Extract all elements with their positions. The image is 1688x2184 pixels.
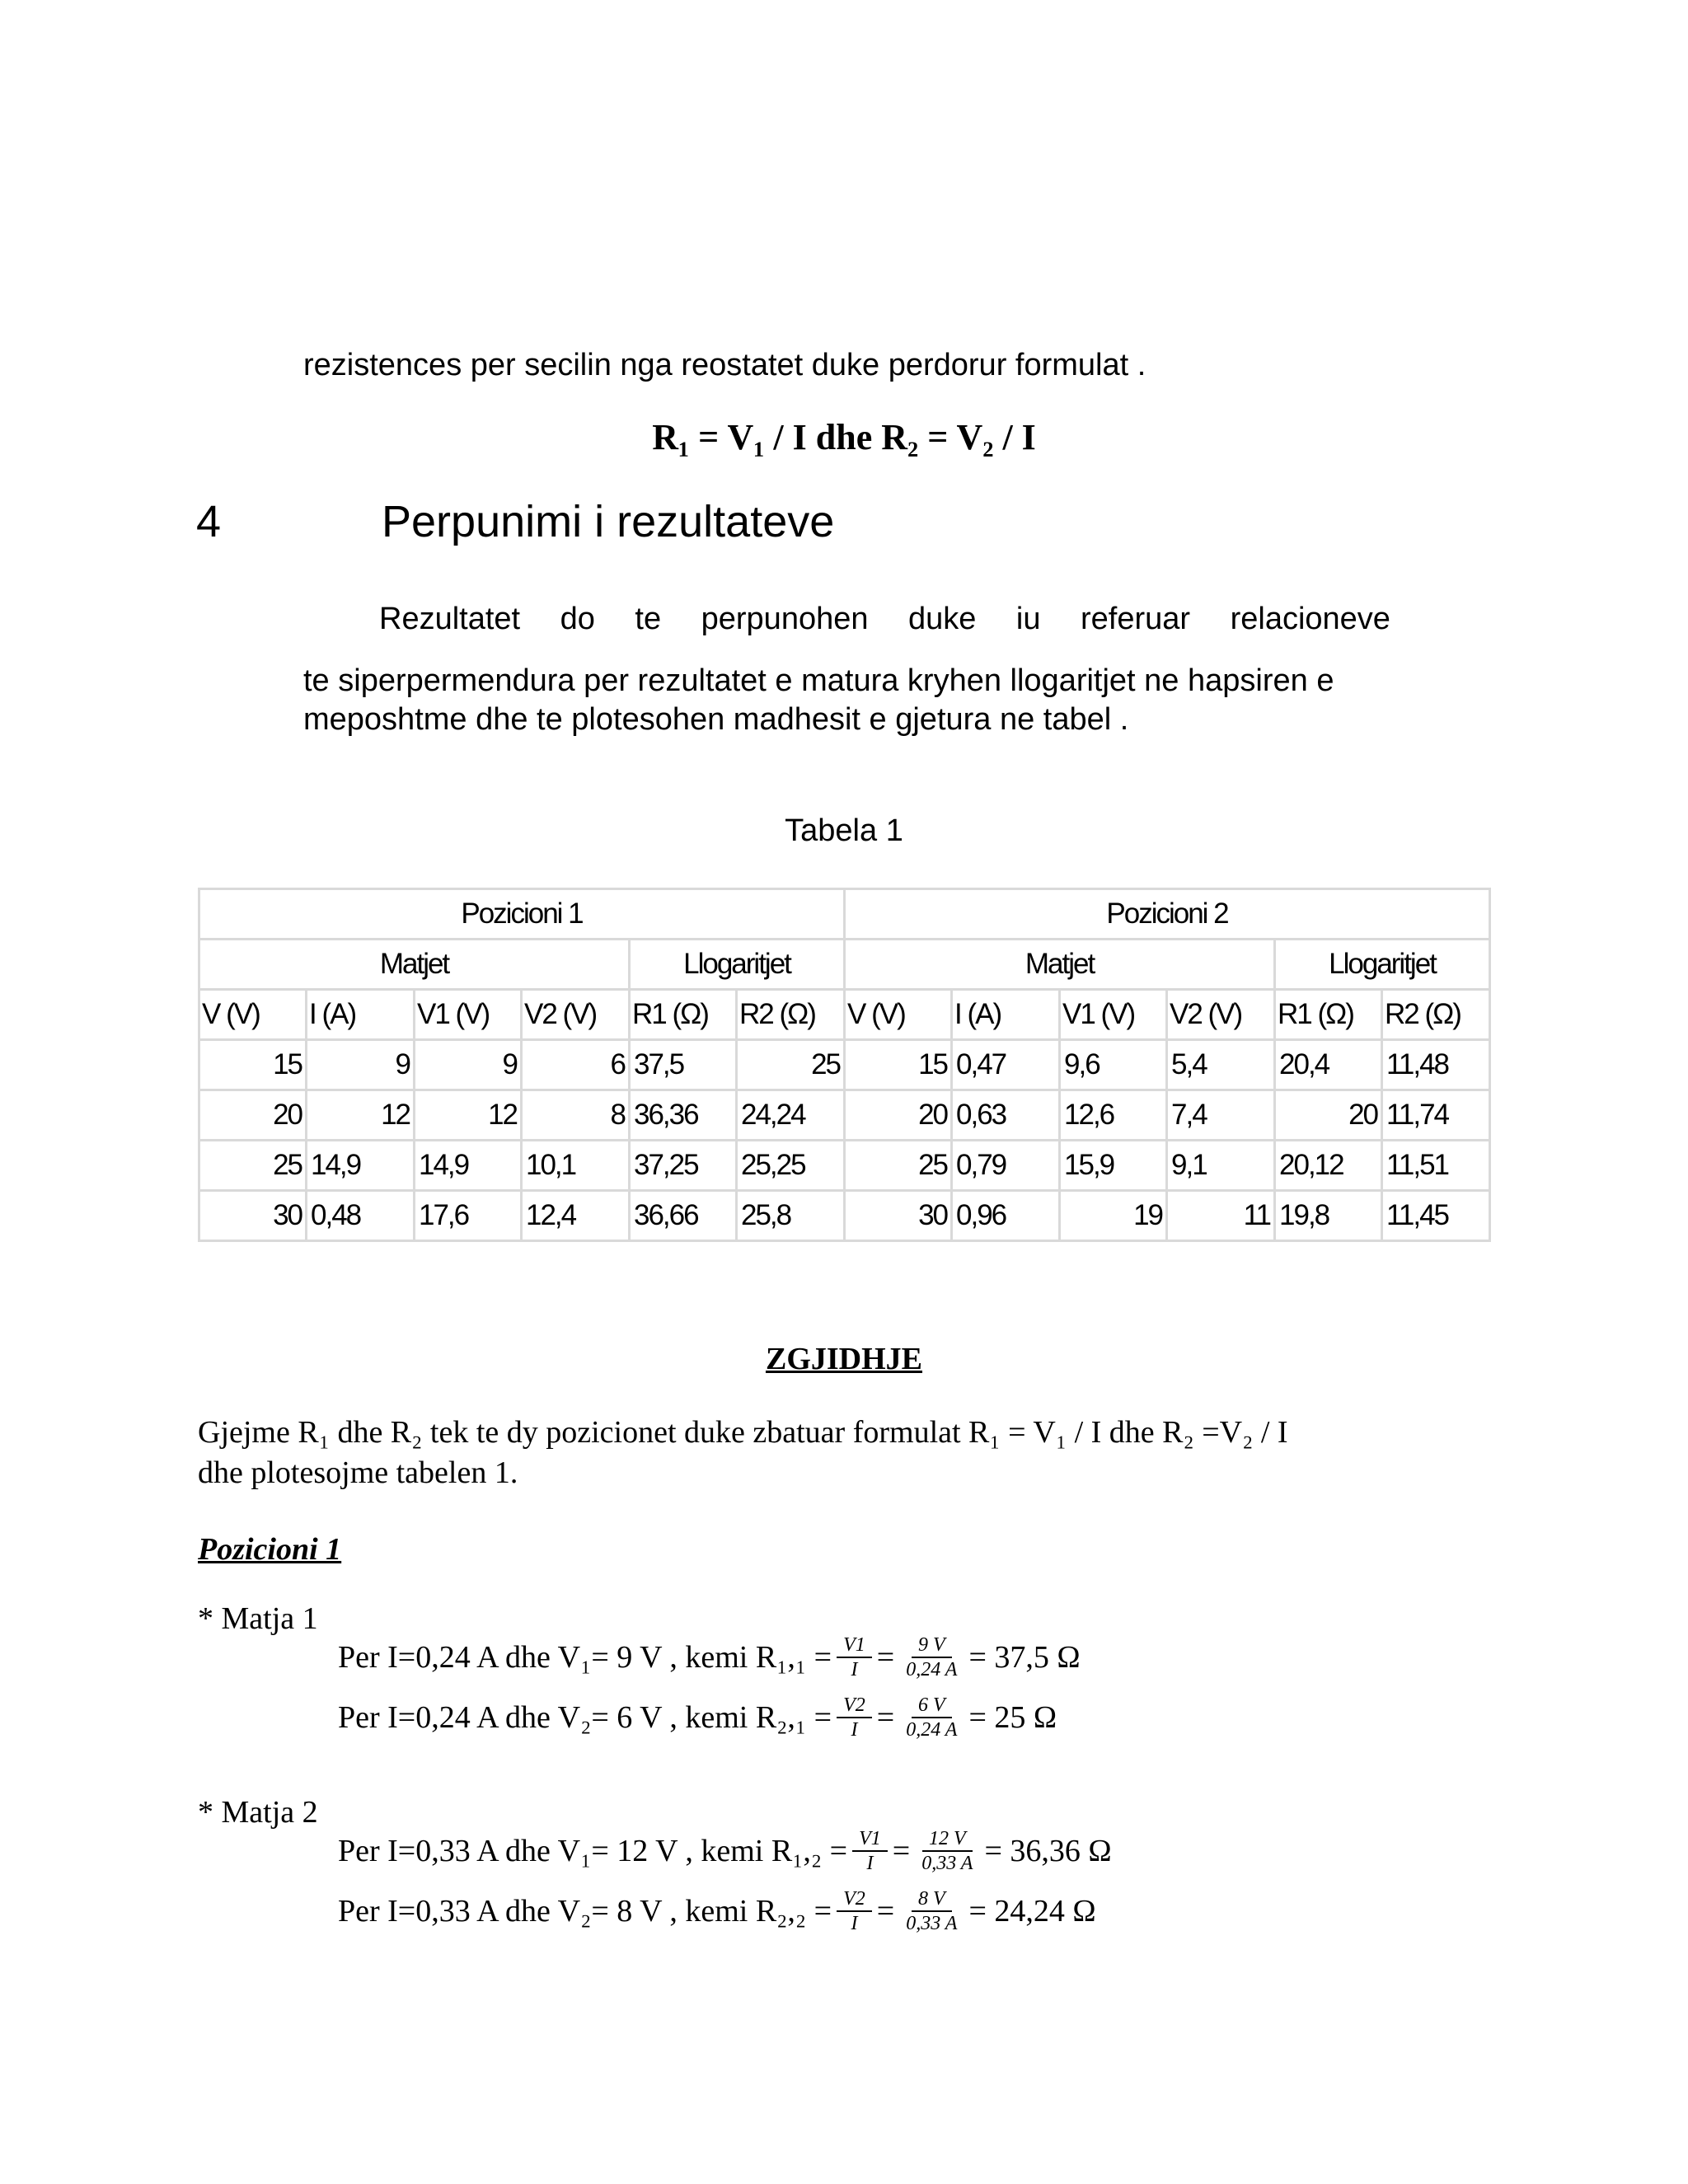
table-row	[199, 1191, 1490, 1241]
table-cell: 14,9	[307, 1141, 415, 1191]
table-cell: 37,25	[630, 1141, 737, 1191]
fraction-numeric	[899, 1694, 964, 1741]
table-cell: 9,6	[1060, 1040, 1167, 1090]
intro-line: rezistences per secilin nga reostatet duke perdorur formulat .	[303, 348, 1146, 382]
column-header: R1 (Ω)	[1275, 990, 1382, 1040]
table-column-header-row	[199, 990, 1490, 1040]
paragraph-lines	[303, 662, 1334, 739]
column-header: V (V)	[199, 990, 307, 1040]
table-cell: 20,12	[1275, 1141, 1382, 1191]
equals-sign: =	[876, 1894, 895, 1929]
table-cell: 19	[1060, 1191, 1167, 1241]
paragraph-word: iu	[1015, 602, 1041, 636]
column-header: R2 (Ω)	[1382, 990, 1490, 1040]
matja-2-label: * Matja 2	[198, 1795, 318, 1830]
table-caption: Tabela 1	[785, 813, 903, 848]
table-cell: 20,4	[1275, 1040, 1382, 1090]
table-row	[199, 1090, 1490, 1141]
column-header: V (V)	[845, 990, 952, 1040]
column-header: R2 (Ω)	[737, 990, 845, 1040]
fraction-symbolic	[837, 1633, 872, 1681]
table-cell: 8	[522, 1090, 630, 1141]
equation-result: = 25 Ω	[968, 1700, 1057, 1735]
paragraph-line-3: meposhtme dhe te plotesohen madhesit e gjetura ne tabel .	[303, 702, 1129, 737]
group-header-pozicioni-2: Pozicioni 2	[845, 889, 1490, 940]
equation-r12	[338, 1827, 1112, 1875]
sub-header-llogaritjet-2: Llogaritjet	[1275, 940, 1490, 990]
table-cell: 12	[415, 1090, 522, 1141]
table-cell: 9	[307, 1040, 415, 1090]
equation-r22	[338, 1887, 1096, 1935]
table-cell: 19,8	[1275, 1191, 1382, 1241]
table-group-header-row	[199, 889, 1490, 940]
column-header: V1 (V)	[1060, 990, 1167, 1040]
column-header: I (A)	[307, 990, 415, 1040]
table-cell: 14,9	[415, 1141, 522, 1191]
fraction-numerator: 12 V	[922, 1827, 973, 1852]
equals-sign: =	[876, 1640, 895, 1675]
table-cell: 30	[845, 1191, 952, 1241]
fraction-denominator: 0,24 A	[906, 1719, 958, 1741]
fraction-denominator: I	[851, 1913, 858, 1934]
section-title: Perpunimi i rezultateve	[382, 497, 835, 546]
table-cell: 15	[199, 1040, 307, 1090]
table-cell: 25,25	[737, 1141, 845, 1191]
column-header: R1 (Ω)	[630, 990, 737, 1040]
fraction-numerator: V2	[837, 1887, 872, 1912]
column-header: V1 (V)	[415, 990, 522, 1040]
table-cell: 36,36	[630, 1090, 737, 1141]
equation-text: Per I=0,33 A dhe V₂= 8 V , kemi R₂,₂ =	[338, 1894, 832, 1929]
paragraph-word: referuar	[1081, 602, 1191, 636]
table-row	[199, 1040, 1490, 1090]
group-header-pozicioni-1: Pozicioni 1	[199, 889, 845, 940]
table-cell: 5,4	[1167, 1040, 1275, 1090]
fraction-symbolic	[837, 1694, 872, 1741]
fraction-numerator: V1	[837, 1633, 872, 1658]
table-cell: 17,6	[415, 1191, 522, 1241]
equation-result: = 36,36 Ω	[984, 1834, 1112, 1868]
table-cell: 37,5	[630, 1040, 737, 1090]
fraction-denominator: I	[866, 1853, 874, 1874]
table-cell: 25,8	[737, 1191, 845, 1241]
solution-line-1: Gjejme R₁ dhe R₂ tek te dy pozicionet duke zbatuar formulat R₁ = V₁ / I dhe R₂ =V₂ / I	[198, 1415, 1288, 1450]
table-cell: 0,47	[952, 1040, 1060, 1090]
table-cell: 25	[737, 1040, 845, 1090]
table-cell: 10,1	[522, 1141, 630, 1191]
equation-text: Per I=0,33 A dhe V₁= 12 V , kemi R₁,₂ =	[338, 1834, 848, 1868]
fraction-denominator: 0,33 A	[906, 1913, 958, 1934]
equals-sign: =	[892, 1834, 911, 1868]
table-row	[199, 1141, 1490, 1191]
equation-text: Per I=0,24 A dhe V₂= 6 V , kemi R₂,₁ =	[338, 1700, 832, 1735]
solution-line-2: dhe plotesojme tabelen 1.	[198, 1455, 518, 1490]
table-cell: 20	[1275, 1090, 1382, 1141]
paragraph-word: te	[635, 602, 662, 636]
table-cell: 6	[522, 1040, 630, 1090]
table-cell: 7,4	[1167, 1090, 1275, 1141]
table-sub-header-row	[199, 940, 1490, 990]
table-cell: 11	[1167, 1191, 1275, 1241]
equation-r21	[338, 1694, 1057, 1741]
fraction-denominator: 0,24 A	[906, 1659, 958, 1680]
table-cell: 15,9	[1060, 1141, 1167, 1191]
solution-heading: ZGJIDHJE	[765, 1342, 923, 1376]
column-header: I (A)	[952, 990, 1060, 1040]
fraction-denominator: 0,33 A	[921, 1853, 973, 1874]
equation-result: = 37,5 Ω	[968, 1640, 1081, 1675]
fraction-numerator: 8 V	[912, 1887, 952, 1912]
paragraph-word: do	[560, 602, 595, 636]
table-cell: 9,1	[1167, 1141, 1275, 1191]
table-cell: 25	[199, 1141, 307, 1191]
table-cell: 24,24	[737, 1090, 845, 1141]
fraction-denominator: I	[851, 1659, 858, 1680]
table-cell: 11,45	[1382, 1191, 1490, 1241]
table-cell: 20	[845, 1090, 952, 1141]
table-cell: 0,48	[307, 1191, 415, 1241]
table-cell: 25	[845, 1141, 952, 1191]
sub-header-matjet-2: Matjet	[845, 940, 1275, 990]
equation-text: Per I=0,24 A dhe V₁= 9 V , kemi R₁,₁ =	[338, 1640, 832, 1675]
equation-r11	[338, 1633, 1081, 1681]
equation-result: = 24,24 Ω	[968, 1894, 1096, 1929]
table-cell: 20	[199, 1090, 307, 1141]
results-table	[198, 888, 1491, 1242]
formula-top: R₁ = V₁ / I dhe R₂ = V₂ / I	[652, 417, 1036, 457]
table-cell: 12,6	[1060, 1090, 1167, 1141]
section-number: 4	[196, 497, 222, 546]
fraction-numeric	[915, 1827, 979, 1875]
table-cell: 12,4	[522, 1191, 630, 1241]
fraction-numerator: 9 V	[912, 1633, 952, 1658]
equals-sign: =	[876, 1700, 895, 1735]
table-cell: 9	[415, 1040, 522, 1090]
table-cell: 12	[307, 1090, 415, 1141]
fraction-symbolic	[837, 1887, 872, 1935]
table-cell: 15	[845, 1040, 952, 1090]
column-header: V2 (V)	[1167, 990, 1275, 1040]
paragraph-word: Rezultatet	[379, 602, 521, 636]
table-cell: 36,66	[630, 1191, 737, 1241]
fraction-numerator: V2	[837, 1694, 872, 1718]
paragraph-line-1	[379, 602, 1390, 637]
sub-header-llogaritjet-1: Llogaritjet	[630, 940, 845, 990]
matja-1-label: * Matja 1	[198, 1601, 318, 1636]
fraction-denominator: I	[851, 1719, 858, 1741]
table-cell: 11,48	[1382, 1040, 1490, 1090]
table-cell: 30	[199, 1191, 307, 1241]
fraction-symbolic	[852, 1827, 888, 1875]
table-cell: 0,79	[952, 1141, 1060, 1191]
paragraph-word: duke	[908, 602, 977, 636]
column-header: V2 (V)	[522, 990, 630, 1040]
table-cell: 11,74	[1382, 1090, 1490, 1141]
fraction-numeric	[899, 1633, 964, 1681]
paragraph-word: perpunohen	[701, 602, 869, 636]
sub-header-matjet-1: Matjet	[199, 940, 630, 990]
paragraph-line-2: te siperpermendura per rezultatet e matura kryhen llogaritjet ne hapsiren e	[303, 663, 1334, 698]
fraction-numeric	[899, 1887, 964, 1935]
fraction-numerator: 6 V	[912, 1694, 952, 1718]
table-cell: 0,96	[952, 1191, 1060, 1241]
fraction-numerator: V1	[852, 1827, 888, 1852]
table-cell: 0,63	[952, 1090, 1060, 1141]
position-heading: Pozicioni 1	[198, 1532, 342, 1567]
paragraph-word: relacioneve	[1230, 602, 1390, 636]
table-cell: 11,51	[1382, 1141, 1490, 1191]
